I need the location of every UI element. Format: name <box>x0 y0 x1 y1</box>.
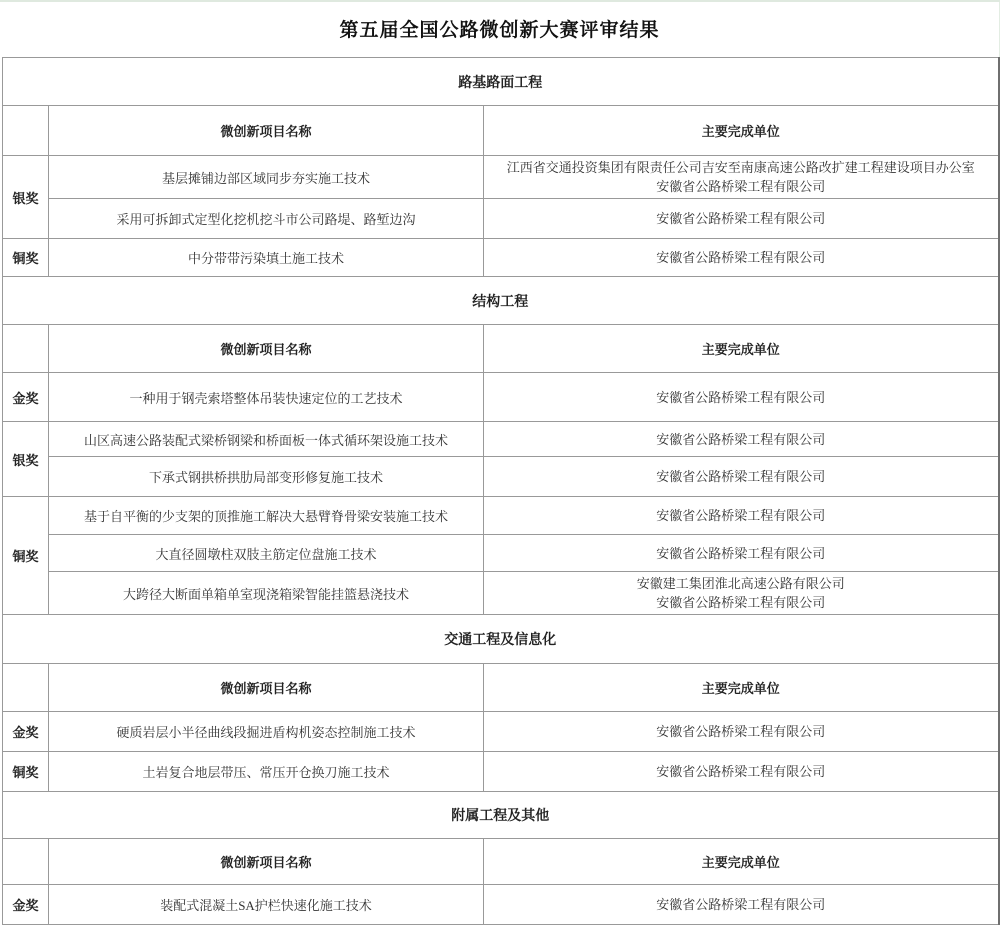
project-cell: 采用可拆卸式定型化挖机挖斗市公司路堤、路堑边沟 <box>49 199 484 239</box>
section-header-auxiliary-other: 附属工程及其他 <box>3 792 999 839</box>
award-cell-bronze: 铜奖 <box>3 752 49 792</box>
company-line: 安徽省公路桥梁工程有限公司 <box>656 545 826 561</box>
company-cell <box>484 712 999 752</box>
project-cell: 基层摊铺边部区域同步夯实施工技术 <box>49 156 484 199</box>
company-column-header: 主要完成单位 <box>484 106 999 156</box>
project-cell: 大直径圆墩柱双肢主筋定位盘施工技术 <box>49 535 484 572</box>
award-header-cell <box>3 106 49 156</box>
company-cell <box>484 457 999 497</box>
award-header-cell <box>3 839 49 885</box>
company-line: 江西省交通投资集团有限责任公司吉安至南康高速公路改扩建工程建设项目办公室 <box>506 160 975 175</box>
project-column-header: 微创新项目名称 <box>49 106 484 156</box>
company-line: 安徽省公路桥梁工程有限公司 <box>656 211 826 226</box>
company-line: 安徽省公路桥梁工程有限公司 <box>656 595 826 610</box>
company-line: 安徽省公路桥梁工程有限公司 <box>656 764 826 779</box>
company-line: 安徽省公路桥梁工程有限公司 <box>656 724 826 739</box>
section-header-structural: 结构工程 <box>3 277 999 325</box>
award-header-cell <box>3 664 49 712</box>
company-cell <box>484 572 999 615</box>
company-cell <box>484 497 999 535</box>
company-cell <box>484 752 999 792</box>
company-cell <box>484 239 999 277</box>
project-cell: 一种用于钢壳索塔整体吊装快速定位的工艺技术 <box>49 373 484 422</box>
project-cell: 中分带带污染填土施工技术 <box>49 239 484 277</box>
project-column-header: 微创新项目名称 <box>49 664 484 712</box>
company-cell <box>484 535 999 572</box>
company-column-header: 主要完成单位 <box>484 839 999 885</box>
project-cell: 基于自平衡的少支架的顶推施工解决大悬臂脊骨梁安装施工技术 <box>49 497 484 535</box>
award-cell-gold: 金奖 <box>3 885 49 925</box>
section-header-traffic-informatization: 交通工程及信息化 <box>3 615 999 664</box>
award-header-cell <box>3 325 49 373</box>
company-cell <box>484 885 999 925</box>
award-cell-silver: 银奖 <box>3 422 49 497</box>
project-cell: 山区高速公路装配式梁桥钢梁和桥面板一体式循环架设施工技术 <box>49 422 484 457</box>
company-line: 安徽省公路桥梁工程有限公司 <box>656 897 826 912</box>
company-line: 安徽省公路桥梁工程有限公司 <box>656 179 826 194</box>
section-header-roadbed-pavement: 路基路面工程 <box>3 58 999 106</box>
company-line: 安徽省公路桥梁工程有限公司 <box>656 469 826 484</box>
company-line: 安徽建工集团淮北高速公路有限公司 <box>636 576 845 591</box>
award-cell-bronze: 铜奖 <box>3 497 49 615</box>
results-table <box>2 57 1000 925</box>
company-column-header: 主要完成单位 <box>484 664 999 712</box>
document-title-row <box>0 0 1000 57</box>
company-line: 安徽省公路桥梁工程有限公司 <box>656 389 826 405</box>
project-cell: 土岩复合地层带压、常压开仓换刀施工技术 <box>49 752 484 792</box>
award-cell-bronze: 铜奖 <box>3 239 49 277</box>
project-cell: 下承式钢拱桥拱肋局部变形修复施工技术 <box>49 457 484 497</box>
project-cell: 大跨径大断面单箱单室现浇箱梁智能挂篮悬浇技术 <box>49 572 484 615</box>
company-cell <box>484 199 999 239</box>
page-title: 第五届全国公路微创新大赛评审结果 <box>339 20 660 41</box>
window-top-edge <box>0 0 1000 2</box>
company-cell <box>484 373 999 422</box>
award-cell-gold: 金奖 <box>3 373 49 422</box>
company-line: 安徽省公路桥梁工程有限公司 <box>656 431 826 447</box>
award-cell-gold: 金奖 <box>3 712 49 752</box>
company-line: 安徽省公路桥梁工程有限公司 <box>656 508 826 523</box>
company-column-header: 主要完成单位 <box>484 325 999 373</box>
award-cell-silver: 银奖 <box>3 156 49 239</box>
project-cell: 硬质岩层小半径曲线段掘进盾构机姿态控制施工技术 <box>49 712 484 752</box>
project-column-header: 微创新项目名称 <box>49 325 484 373</box>
company-line: 安徽省公路桥梁工程有限公司 <box>656 250 826 265</box>
company-cell <box>484 422 999 457</box>
project-column-header: 微创新项目名称 <box>49 839 484 885</box>
project-cell: 装配式混凝土SA护栏快速化施工技术 <box>49 885 484 925</box>
company-cell <box>484 156 999 199</box>
